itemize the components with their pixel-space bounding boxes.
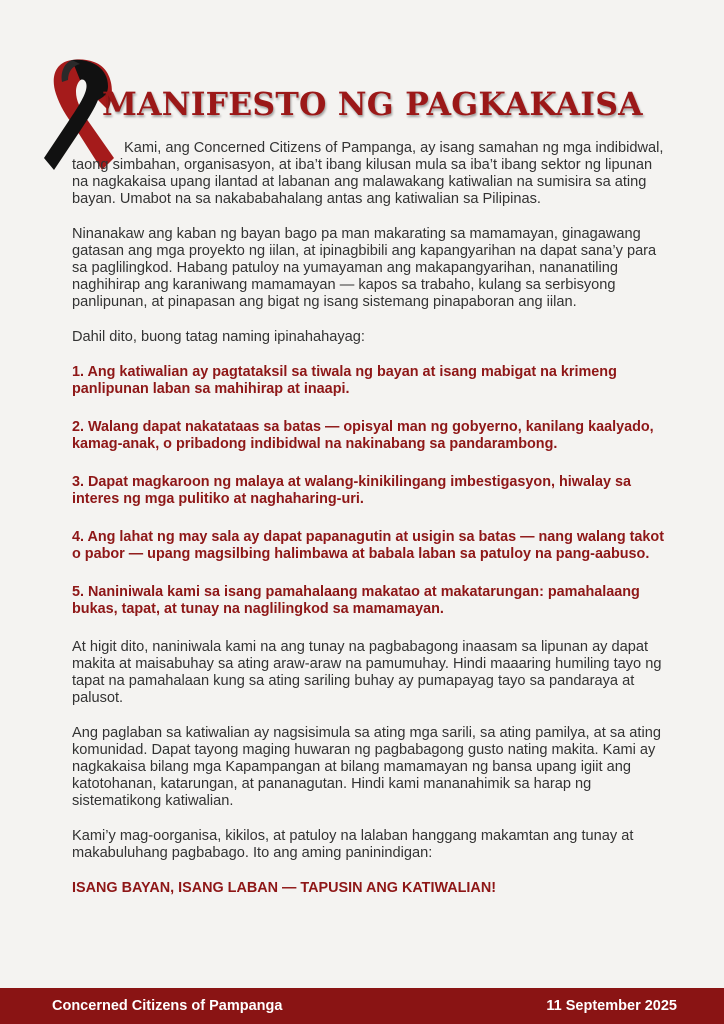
page-title: MANIFESTO NG PAGKAKAISA [102, 86, 643, 123]
slogan: ISANG BAYAN, ISANG LABAN — TAPUSIN ANG KATIWALIAN! [72, 880, 496, 896]
intro-paragraph: Kami, ang Concerned Citizens of Pampanga, ay isang samahan ng mga indibidwal, taong simbahan, organisasyon, at iba’t ibang kilusan mula sa iba’t ibang sektor ng lipunan na nagkakaisa upang ilantad at labanan ang malawakang katiwalian na sumisira sa ating bayan. Umabot na sa nakababahalang antas ang katiwalian sa Pilipinas. [72, 140, 664, 207]
closing-paragraph-2: Ang paglaban sa katiwalian ay nagsisimula sa ating mga sarili, sa ating pamilya, at sa ating komunidad. Dapat tayong maging huwaran ng pagbabagong gusto nating makita. Kami ay nagkakaisa bilang mga Kapampangan at bilang mamamayan ng bansa upang igiit ang katotohanan, katarungan, at pananagutan. Hindi kami mananahimik sa harap ng sistematikong katiwalian. [72, 725, 661, 809]
manifesto-body [72, 140, 668, 915]
declaration-item-4: 4. Ang lahat ng may sala ay dapat papanagutin at usigin sa batas — nang walang takot o pabor — upang magsilbing halimbawa at babala laban sa patuloy na pang-aabuso. [72, 529, 665, 562]
closing-paragraph-3: Kami’y mag-oorganisa, kikilos, at patuloy na lalaban hanggang makamtan ang tunay at makabuluhang pagbabago. Ito ang aming paninindigan: [72, 828, 634, 861]
declaration-item-5: 5. Naniniwala kami sa isang pamahalaang makatao at makatarungan: pamahalaang bukas, tapat, at tunay na naglilingkod sa mamamayan. [72, 584, 640, 617]
footer-bar [0, 988, 724, 1024]
declaration-item-1: 1. Ang katiwalian ay pagtataksil sa tiwala ng bayan at isang mabigat na krimeng panlipunan laban sa mahihirap at inaapi. [72, 364, 617, 397]
problem-paragraph: Ninanakaw ang kaban ng bayan bago pa man makarating sa mamamayan, ginagawang gatasan ang mga proyekto ng iilan, at ipinagbibili ang kapangyarihan na dapat sana’y para sa paglilingkod. Habang patuloy na yumayaman ang makapangyarihan, nananatiling naghihirap ang karaniwang mamamayan — kapos sa trabaho, kulang sa serbisyong panlipunan, at pinapasan ang bigat ng isang sistemang pinapaboran ang iilan. [72, 226, 657, 310]
declaration-lead: Dahil dito, buong tatag naming ipinahahayag: [72, 329, 365, 345]
declaration-item-3: 3. Dapat magkaroon ng malaya at walang-kinikilingang imbestigasyon, hiwalay sa interes ng mga pulitiko at naghaharing-uri. [72, 474, 632, 507]
closing-paragraph-1: At higit dito, naniniwala kami na ang tunay na pagbabagong inaasam sa lipunan ay dapat makita at maisabuhay sa ating araw-araw na pamumuhay. Hindi maaaring humiling tayo ng tapat na pamahalaan kung sa ating sariling buhay ay pumapayag tayo sa pandaraya at palusot. [72, 639, 662, 706]
footer-organization: Concerned Citizens of Pampanga [52, 998, 283, 1014]
footer-date: 11 September 2025 [546, 998, 677, 1014]
declaration-item-2: 2. Walang dapat nakatataas sa batas — opisyal man ng gobyerno, kanilang kaalyado, kamag-anak, o pribadong indibidwal na nakinabang sa pandarambong. [72, 419, 654, 452]
